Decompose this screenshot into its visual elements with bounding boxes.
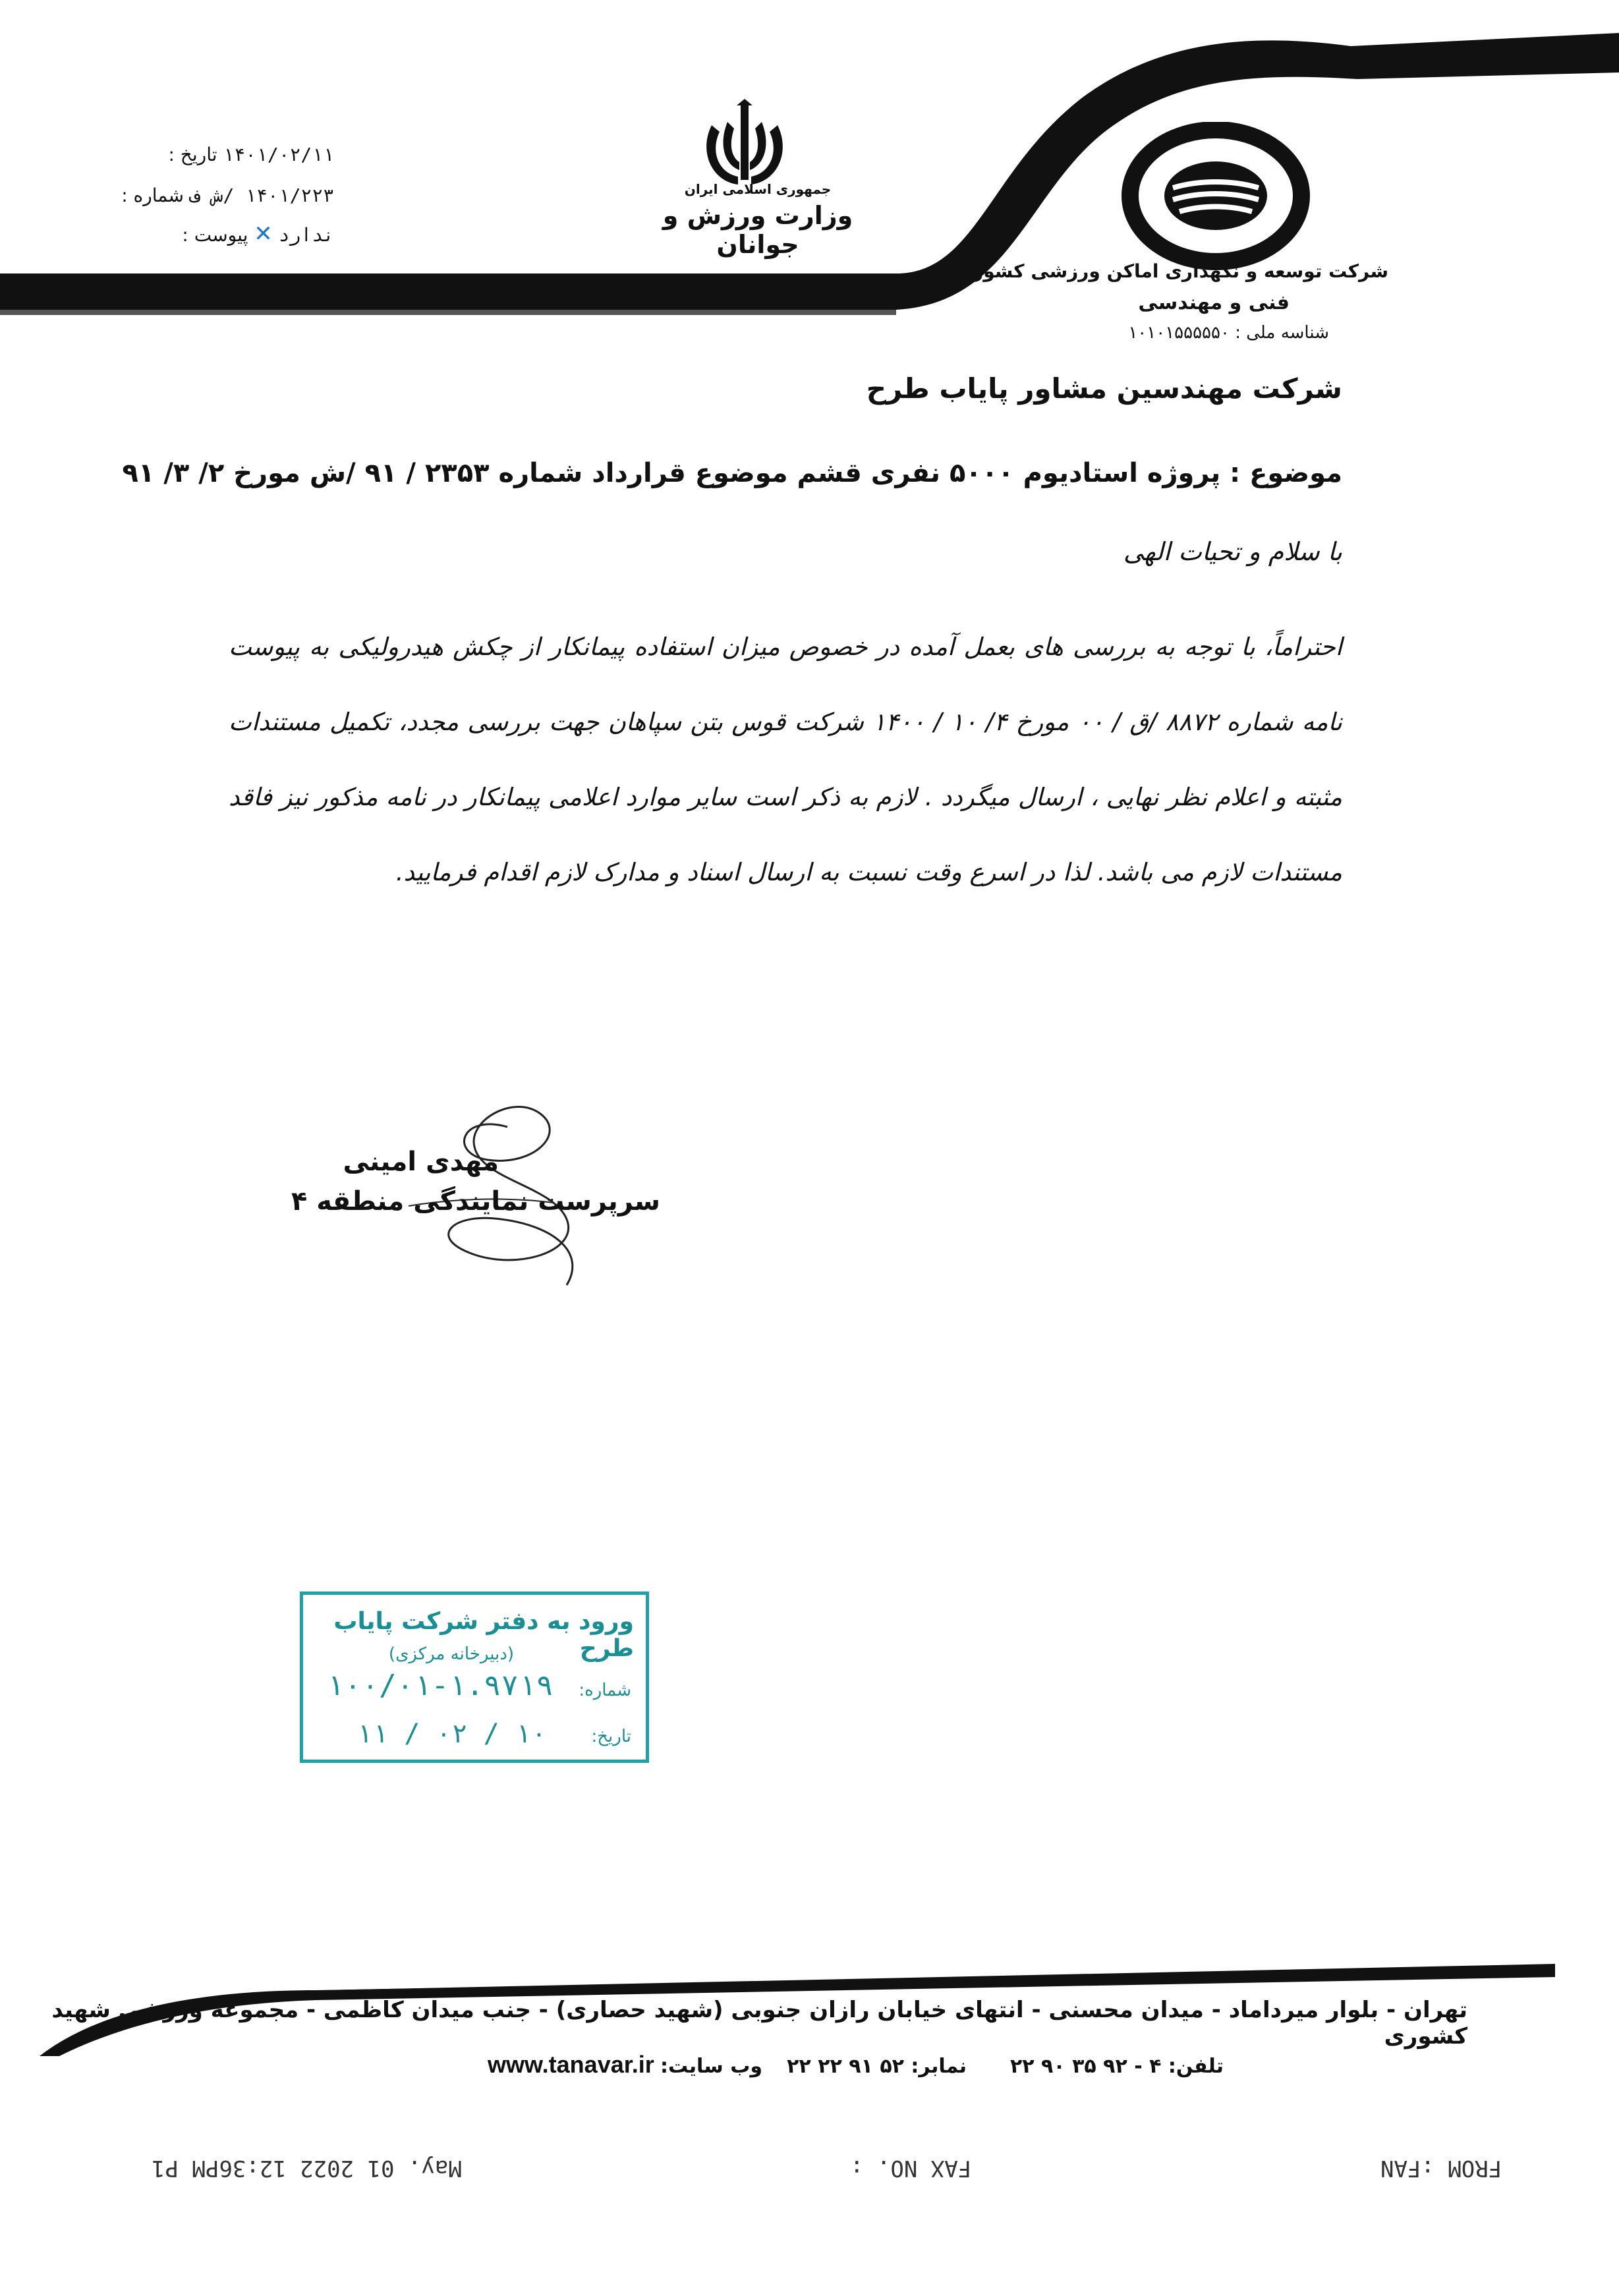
iran-emblem-icon <box>698 99 791 188</box>
ministry-subtitle: جمهوری اسلامی ایران <box>684 181 832 197</box>
footer-website-label: وب سایت: <box>660 2055 762 2078</box>
meta-number-label: شماره : <box>121 185 184 206</box>
meta-number-value: ۱۴۰۱/۲۲۳ /ش ف <box>189 185 334 206</box>
stamp-date-value: ۱۱ / ۰۲ / ۱۰ <box>356 1719 547 1749</box>
footer-address: تهران - بلوار میرداماد - میدان محسنی - انتهای خیابان رازان جنوبی (شهید حصاری) - جنب میدان کاظمی - مجموعه ورزشی شهید کشوری <box>51 1997 1467 2050</box>
stamp-subtitle: (دبیرخانه مرکزی) <box>388 1644 514 1664</box>
footer-website-link[interactable]: www.tanavar.ir <box>488 2051 654 2078</box>
letter-body: احتراماً، با توجه به بررسی های بعمل آمده در خصوص میزان استفاده پیمانکار از چکش هیدرولیکی به پیوست نامه شماره ۸۸۷۲ /ق / ۰۰ مورخ ۴/ ۱۰ / ۱۴۰۰ شرکت قوس بتن سپاهان جهت بررسی مجدد، تکمیل مستندات مثبته و اعلام نظر نهایی ، ارسال میگردد . لازم به ذکر است سایر موارد اعلامی پیمانکار در نامه مذکور نیز فاقد مستندات لازم می باشد. لذا در اسرع وقت نسبت به ارسال اسناد و مدارک لازم اقدام فرمایید. <box>229 633 1342 886</box>
signer-title: سرپرست نمایندگی منطقه ۴ <box>291 1186 660 1217</box>
fax-timestamp: May. 01 2022 12:36PM P1 <box>152 2155 462 2181</box>
footer-fax: نمابر: ۵۲ ۹۱ ۲۲ ۲۲ <box>787 2055 967 2078</box>
meta-number-row <box>98 185 334 206</box>
meta-attachment-value: ندارد <box>278 224 334 246</box>
meta-attachment-row <box>162 221 334 247</box>
stamp-title: ورود به دفتر شرکت پایاب طرح <box>333 1608 634 1662</box>
stamp-date-label: تاریخ: <box>591 1727 631 1746</box>
letter-subject: موضوع : پروژه استادیوم ۵۰۰۰ نفری قشم موضوع قرارداد شماره ۲۳۵۳ / ۹۱ /ش مورخ ۲/ ۳/ ۹۱ <box>122 458 1342 488</box>
meta-date-row <box>132 144 334 165</box>
letter-addressee: شرکت مهندسین مشاور پایاب طرح <box>866 372 1342 405</box>
footer-phone: تلفن: ۴ - ۹۲ ۳۵ ۹۰ ۲۲ <box>1009 2055 1224 2078</box>
stamp-number-value: ۱۰۰/۰۱-۱.۹۷۱۹ <box>326 1669 554 1702</box>
company-logo-icon <box>1120 122 1311 270</box>
letter-greeting: با سلام و تحیات الهی <box>1123 537 1342 566</box>
organization-national-id: شناسه ملی : ۱۰۱۰۱۵۵۵۵۵۰ <box>1128 323 1329 343</box>
receipt-stamp <box>300 1592 649 1763</box>
fax-from: FROM :FAN <box>1380 2155 1502 2181</box>
signer-name: مهدی امینی <box>343 1147 499 1177</box>
stamp-number-label: شماره: <box>579 1680 631 1700</box>
meta-attachment-label: پیوست : <box>182 224 248 246</box>
fax-number: FAX NO. : <box>850 2155 972 2181</box>
attachment-check-icon: ✕ <box>254 221 273 247</box>
organization-department: فنی و مهندسی <box>1138 291 1290 314</box>
meta-date-value: ۱۴۰۱/۰۲/۱۱ <box>223 144 334 165</box>
meta-date-label: تاریخ : <box>168 144 217 165</box>
organization-name: شرکت توسعه و نگهداری اماکن ورزشی کشور <box>973 260 1388 282</box>
ministry-name: وزارت ورزش و جوانان <box>662 201 853 259</box>
